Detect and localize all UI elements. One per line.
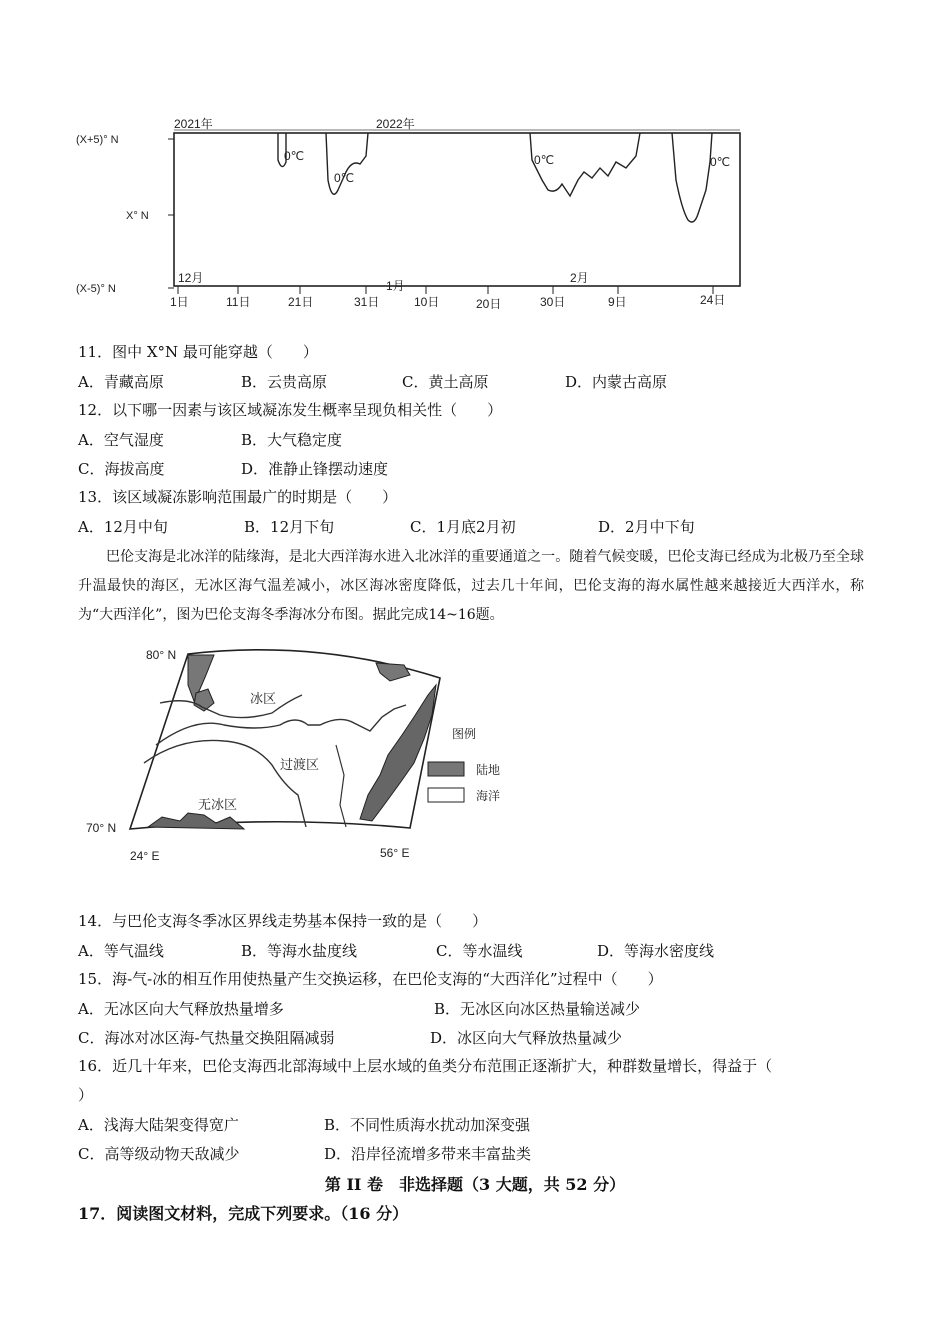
q11-option-b[interactable]: B．云贵高原	[241, 373, 328, 391]
passage-text: 巴伦支海是北冰洋的陆缘海，是北大西洋海水进入北冰洋的重要通道之一。随着气候变暖，巴伦支海已经成为北极乃至全球升温最快的海区，无冰区海气温差减小，冰区海冰密度降低，过去几十年间，巴伦支海的海水属性越来越接近大西洋水，称为“大西洋化”，图为巴伦支海冬季海冰分布图。据此完成14~16题。	[78, 549, 864, 623]
section-title: 第 II 卷 非选择题（3 大题，共 52 分）	[324, 1175, 626, 1194]
isotherm-label: 0℃	[334, 171, 355, 185]
day-label: 20日	[476, 297, 502, 311]
q16-option-c[interactable]: C．高等级动物天敌减少	[78, 1145, 240, 1163]
q12-option-c[interactable]: C．海拔高度	[78, 460, 165, 478]
legend-label-ocean: 海洋	[476, 789, 501, 803]
q14-stem: 14．与巴伦支海冬季冰区界线走势基本保持一致的是（ ）	[78, 912, 488, 930]
isotherm-label: 0℃	[534, 153, 555, 167]
zone-label-ice-free: 无冰区	[198, 797, 238, 812]
q14-option-d[interactable]: D．等海水密度线	[597, 942, 715, 960]
isotherm-curve	[672, 133, 712, 222]
q11-stem: 11．图中 X°N 最可能穿越（ ）	[78, 343, 318, 361]
lat-label: (X+5)° N	[76, 134, 119, 146]
day-label: 24日	[700, 293, 726, 307]
q15-option-a[interactable]: A．无冰区向大气释放热量增多	[78, 1000, 284, 1018]
q15-stem: 15．海-气-冰的相互作用使热量产生交换运移，在巴伦支海的“大西洋化”过程中（ ）	[78, 970, 663, 988]
q15-option-c[interactable]: C．海冰对冰区海-气热量交换阻隔减弱	[78, 1029, 335, 1047]
q13-option-b[interactable]: B．12月下旬	[244, 518, 335, 536]
coord-label: 24° E	[130, 849, 160, 863]
q13-stem: 13．该区域凝冻影响范围最广的时期是（ ）	[78, 488, 398, 506]
q12-option-b[interactable]: B．大气稳定度	[241, 431, 343, 449]
chart-frame	[174, 133, 740, 286]
q11-option-a[interactable]: A．青藏高原	[78, 373, 164, 391]
month-label: 12月	[178, 271, 204, 285]
coord-label: 56° E	[380, 846, 410, 860]
q16-option-d[interactable]: D．沿岸径流增多带来丰富盐类	[324, 1145, 532, 1163]
isotherm-label: 0℃	[284, 149, 305, 163]
year-label: 2022年	[376, 117, 415, 131]
coord-label: 70° N	[86, 821, 117, 835]
isotherm-label: 0℃	[710, 155, 731, 169]
q16-stem-line2: ）	[78, 1086, 94, 1104]
month-label: 2月	[570, 271, 589, 285]
q16-option-b[interactable]: B．不同性质海水扰动加深变强	[324, 1116, 531, 1134]
q14-option-c[interactable]: C．等水温线	[436, 942, 523, 960]
day-label: 31日	[354, 295, 380, 309]
day-ticks	[178, 286, 713, 294]
map-legend	[424, 722, 524, 812]
q15-option-d[interactable]: D．冰区向大气释放热量减少	[430, 1029, 623, 1047]
q14-option-b[interactable]: B．等海水盐度线	[241, 942, 358, 960]
q12-stem: 12．以下哪一因素与该区域凝冻发生概率呈现负相关性（ ）	[78, 401, 503, 419]
q11-option-c[interactable]: C．黄土高原	[402, 373, 489, 391]
q15-option-b[interactable]: B．无冰区向冰区热量输送减少	[434, 1000, 641, 1018]
isotherm-curve	[326, 133, 368, 194]
coord-label: 80° N	[146, 648, 177, 662]
legend-title: 图例	[452, 727, 477, 741]
day-label: 11日	[226, 295, 251, 309]
q16-stem-line1: 16．近几十年来，巴伦支海西北部海域中上层水域的鱼类分布范围正逐渐扩大，种群数量增长，得益于（	[78, 1057, 773, 1075]
lat-label: (X-5)° N	[76, 283, 116, 295]
q16-option-a[interactable]: A．浅海大陆架变得宽广	[78, 1116, 239, 1134]
day-label: 30日	[540, 295, 566, 309]
q11-option-d[interactable]: D．内蒙古高原	[565, 373, 668, 391]
legend-swatch-land	[428, 762, 464, 776]
lat-label: X° N	[126, 210, 149, 222]
q12-option-a[interactable]: A．空气湿度	[78, 431, 164, 449]
q13-option-a[interactable]: A．12月中旬	[78, 518, 168, 536]
q12-option-d[interactable]: D．准静止锋摆动速度	[241, 460, 389, 478]
legend-label-land: 陆地	[476, 763, 501, 777]
zone-label-ice: 冰区	[250, 691, 277, 706]
q14-option-a[interactable]: A．等气温线	[78, 942, 164, 960]
month-label: 1月	[386, 279, 405, 293]
day-label: 1日	[170, 295, 189, 309]
day-label: 21日	[288, 295, 314, 309]
q13-option-d[interactable]: D．2月中下旬	[598, 518, 695, 536]
zone-label-transition: 过渡区	[280, 757, 320, 772]
legend-swatch-ocean	[428, 788, 464, 802]
freezing-range-figure	[70, 110, 770, 325]
year-label: 2021年	[174, 117, 213, 131]
q13-option-c[interactable]: C．1月底2月初	[410, 518, 516, 536]
day-label: 10日	[414, 295, 440, 309]
day-label: 9日	[608, 295, 627, 309]
q17-title: 17．阅读图文材料，完成下列要求。（16 分）	[78, 1204, 409, 1223]
